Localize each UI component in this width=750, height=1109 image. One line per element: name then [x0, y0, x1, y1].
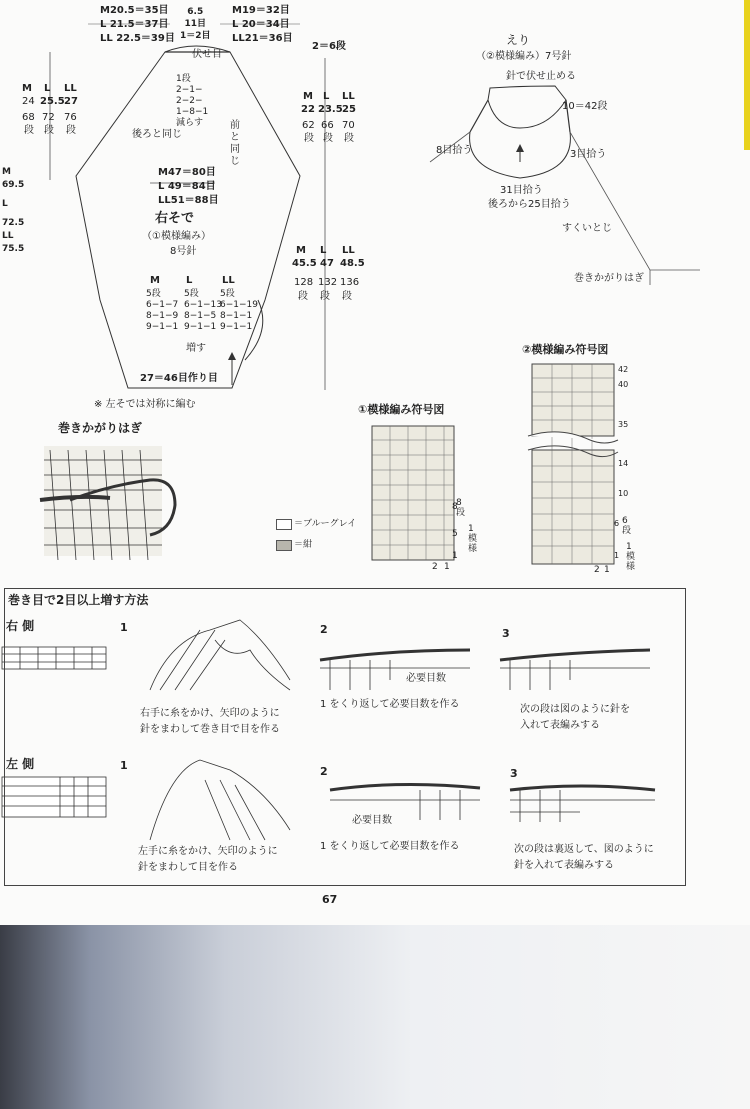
collar-back-pick: 後ろから25目拾う [488, 199, 571, 210]
whipstitch-illustration [40, 446, 175, 560]
legend-navy: ＝紺 [294, 540, 313, 550]
chart2-row-14: 14 [618, 459, 629, 468]
scan-shadow [0, 925, 750, 1109]
chart2-grid [528, 364, 618, 564]
chart1-title: ①模様編み符号図 [358, 403, 445, 416]
collar-front-pick: 31目拾う [500, 185, 543, 196]
left-needed-label: 必要目数 [352, 815, 392, 826]
left-step-1: 1 [120, 759, 128, 772]
chart2-col-1: 1 [604, 565, 610, 575]
chart1-row-8: 8 [452, 502, 458, 512]
collar-title: えり [506, 33, 531, 47]
chart2-row-1: 1 [614, 551, 620, 560]
front-same-label: 前と同じ [230, 120, 240, 167]
sleeve-needle: 8号針 [170, 246, 197, 257]
left-step2-text: 1 をくり返して必要目数を作る [320, 841, 460, 852]
collar-pattern: （②模様編み）7号針 [476, 51, 572, 62]
legend-swatch-blue-gray [276, 519, 292, 530]
chart2-title: ②模様編み符号図 [522, 343, 609, 356]
legend-swatch-navy [276, 540, 292, 551]
chart1-row-5: 5 [452, 529, 458, 539]
sleeve-top-left-dims: M20.5＝35目 L 21.5＝37目 LL 22.5＝39目 [100, 5, 175, 44]
bind-off-label: 伏せ目 [192, 49, 222, 60]
chart2-rows-label: 6段 [622, 516, 632, 536]
right-step3-text: 次の段は図のように針を 入れて表編みする [520, 704, 630, 731]
chart2-row-42: 42 [618, 365, 629, 374]
increase-label: 増す [186, 343, 206, 354]
collar-bind-label: 針で伏せ止める [506, 71, 576, 82]
collar-left-pick: 8目拾う [436, 145, 473, 156]
side-dims: M 69.5 L 72.5 LL 75.5 [2, 167, 25, 254]
left-step-2: 2 [320, 765, 328, 778]
collar-inner [488, 86, 566, 128]
page-number: 67 [322, 893, 338, 906]
method-right-label: 右 側 [6, 619, 35, 633]
collar-rows-label: 10＝42段 [562, 101, 608, 112]
rows-top-label: 2＝6段 [312, 41, 346, 52]
collar-right-pick: 3目拾う [570, 149, 607, 160]
collar-whip-label: 巻きかがりはぎ [574, 273, 644, 284]
chart1-pattern-label: 1模様 [468, 524, 478, 554]
chart2-row-6: 6 [614, 519, 620, 528]
sleeve-title: 右そで [155, 211, 195, 226]
chart1-col-1: 1 [444, 562, 450, 572]
right-step-2: 2 [320, 623, 328, 636]
sleeve-width-dims: M47＝80目 L 49＝84目 LL51＝88目 [158, 167, 219, 206]
collar-seam-label: すくいとじ [562, 223, 612, 234]
left-step1-text: 左手に糸をかけ、矢印のように 針をまわして目を作る [138, 846, 278, 873]
cast-on-label: 27＝46目作り目 [140, 373, 218, 384]
right-needed-label: 必要目数 [406, 673, 446, 684]
chart1-col-2: 2 [432, 562, 438, 572]
decrease-rules: 1段 2−1− 2−2− 1−8−1 減らす [176, 74, 209, 128]
back-same-label: 後ろと同じ [132, 129, 182, 140]
chart2-row-35: 35 [618, 420, 629, 429]
chart1-row-1: 1 [452, 551, 458, 561]
chart2-pattern-label: 1模様 [626, 542, 636, 572]
right-step1-text: 右手に糸をかけ、矢印のように 針をまわして巻き目で目を作る [140, 708, 280, 735]
legend-blue-gray: ＝ブルーグレイ [294, 519, 357, 529]
left-step3-text: 次の段は裏返して、図のように 針を入れて表編みする [514, 844, 654, 871]
arrow-head [228, 352, 236, 360]
whipstitch-title: 巻きかがりはぎ [58, 421, 143, 435]
chart1-rows-label: 8段 [456, 498, 466, 518]
sleeve-note: ※ 左そでは対称に編む [94, 399, 196, 410]
right-step-1: 1 [120, 621, 128, 634]
right-step-3: 3 [502, 627, 510, 640]
chart2-col-2: 2 [594, 565, 600, 575]
method-left-label: 左 側 [6, 757, 35, 771]
chart1-grid [372, 426, 454, 560]
sleeve-pattern: （①模様編み） [142, 231, 211, 242]
chart2-row-40: 40 [618, 380, 629, 389]
chart2-row-10: 10 [618, 489, 629, 498]
sleeve-top-right-dims: M19＝32目 L 20＝34目 LL21＝36目 [232, 5, 293, 44]
method-title: 巻き目で2目以上増す方法 [8, 593, 149, 607]
left-step-3: 3 [510, 767, 518, 780]
pattern-page: M20.5＝35目 L 21.5＝37目 LL 22.5＝39目 6.5 11目 1＝2目 M19＝32目 L 20＝34目 LL21＝36目 伏せ目 2＝6段 M L LL 24 25.5 27 68 72 76 段 段 段 1段 2−1− 2−2− 1−8−1 減らす 後ろと同じ 前と同じ M L LL 22 23.5 25 62 66 70 段 段 段 M47＝80目 L 49＝84目 LL51＝88目 右そで （①模様編み） 8号針 M L LL 5段 6−1−7 8−1−9 9−1−1 5段 6−1−13 8−1−5 9−1−1 5段 6−1−19 8−1−1 9−1−1 増す M L LL 45.5 47 48.5 128 132 136 段 段 段 27＝46目作り目 ※ 左そでは対称に編む M 69.5 L 72.5 LL 75.5 えり （②模様編み）7号針 針で伏せ止める 10＝42段 8目拾う 3目拾う 31目拾う 後ろから25目拾う すくいとじ 巻きかがりはぎ 巻きかがりはぎ ①模様編み符号図 8段 1模様 8 5 1 2 1 ②模様編み符号図 42 40 35 14 10 6 1 6段 1模様 2 1 ＝ブルーグレイ ＝紺 巻き目で2目以上増す方法 右 側 左 側 1 2 3 必要目数 右手に糸をかけ、矢印のように 針をまわして巻き目で目を作る 1 をくり返して必要目数を作る 次の段は図のように針を 入れて表編みする 1 2 3 必要目数 左手に糸をかけ、矢印のように 針をまわして目を作る 1 をくり返して必要目数を作る 次の段は裏返して、図のように 針を入れて表編みする 67 [0, 0, 750, 1109]
sleeve-top-center-dims: 6.5 11目 1＝2目 [180, 7, 211, 41]
right-step2-text: 1 をくり返して必要目数を作る [320, 699, 460, 710]
